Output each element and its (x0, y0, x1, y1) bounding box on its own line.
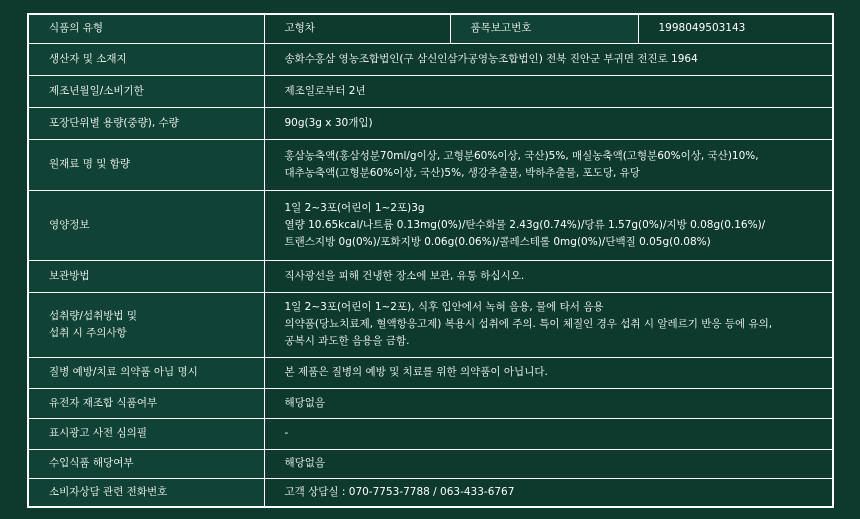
intake-line: 1일 2~3포(어린이 1~2포), 식후 입안에서 녹혀 음용, 물에 타서 음용 (284, 301, 604, 313)
table-row (28, 388, 833, 418)
ingredients-line: 대추농축액(고형분60%이상, 국산)5%, 생강추출물, 박하추출물, 포도당, 유당 (284, 166, 640, 179)
row-label-expiry: 제조년월일/소비기한 (28, 75, 264, 107)
table-row (28, 75, 833, 107)
table-row (28, 107, 833, 139)
row-label-gmo: 유전자 재조합 식품여부 (28, 388, 264, 418)
nutrition-line: 1일 2~3포(어린이 1~2포)3g (284, 201, 425, 214)
row-label-ingredients: 원재료 명 및 함량 (28, 139, 264, 190)
table-row (28, 43, 833, 75)
row-value-capacity: 90g(3g x 30개입) (264, 107, 833, 139)
table-row (28, 260, 833, 292)
row-label-imported: 수입식품 해당여부 (28, 449, 264, 478)
intake-line: 공복시 과도한 음용을 금함. (284, 335, 410, 347)
row-value-expiry: 제조일로부터 2년 (264, 75, 833, 107)
row-value-food-type: 고형차 (264, 14, 450, 43)
row-label-ad-review: 표시광고 사전 심의필 (28, 418, 264, 449)
row-value-intake (264, 292, 833, 357)
table-row (28, 357, 833, 388)
row-label-producer: 생산자 및 소재지 (28, 43, 264, 75)
intake-label-line: 섭취량/섭취방법 및 (49, 309, 138, 322)
row-value-storage: 직사광선을 피해 건냉한 장소에 보관, 유통 하십시오. (264, 260, 833, 292)
row-value-nutrition (264, 190, 833, 260)
row-value-ingredients (264, 139, 833, 190)
row-label-report-number: 품목보고번호 (450, 14, 638, 43)
row-label-storage: 보관방법 (28, 260, 264, 292)
table-row (28, 14, 833, 43)
row-value-imported: 해당없음 (264, 449, 833, 478)
row-value-not-medicine: 본 제품은 질병의 예방 및 치료를 위한 의약품이 아닙니다. (264, 357, 833, 388)
row-label-intake (28, 292, 264, 357)
intake-line: 의약품(당뇨치료제, 혈액항응고제) 복용시 섭취에 주의. 특이 체질인 경우 섭취 시 알레르기 반응 등에 유의, (284, 318, 773, 330)
row-value-ad-review: - (264, 418, 833, 449)
row-label-consumer-phone: 소비자상담 관련 전화번호 (28, 478, 264, 507)
ingredients-line: 홍삼농축액(홍삼성분70ml/g이상, 고형분60%이상, 국산)5%, 매실농축액(고형분60%이상, 국산)10%, (284, 149, 759, 162)
row-value-report-number: 1998049503143 (638, 14, 833, 43)
table-row (28, 478, 833, 507)
row-label-food-type: 식품의 유형 (28, 14, 264, 43)
product-info-table-wrapper (27, 13, 832, 508)
table-row (28, 190, 833, 260)
row-label-capacity: 포장단위별 용량(중량), 수량 (28, 107, 264, 139)
table-row (28, 418, 833, 449)
intake-label-line: 섭취 시 주의사항 (49, 326, 127, 339)
table-row (28, 139, 833, 190)
product-info-table (27, 13, 834, 508)
row-value-gmo: 해당없음 (264, 388, 833, 418)
table-row (28, 449, 833, 478)
row-value-consumer-phone: 고객 상담실 : 070-7753-7788 / 063-433-6767 (264, 478, 833, 507)
row-value-producer: 송화수홍삼 영농조합법인(구 삼신인삼가공영농조합법인) 전북 진안군 부귀면 전진로 1964 (264, 43, 833, 75)
row-label-not-medicine: 질병 예방/치료 의약품 아님 명시 (28, 357, 264, 388)
row-label-nutrition: 영양정보 (28, 190, 264, 260)
table-row (28, 292, 833, 357)
nutrition-line: 트랜스지방 0g(0%)/포화지방 0.06g(0.06%)/콜레스테롤 0mg(0%)/단백질 0.05g(0.08%) (284, 235, 711, 248)
nutrition-line: 열량 10.65kcal/나트륨 0.13mg(0%)/탄수화물 2.43g(0.74%)/당류 1.57g(0%)/지방 0.08g(0.16%)/ (284, 218, 766, 231)
